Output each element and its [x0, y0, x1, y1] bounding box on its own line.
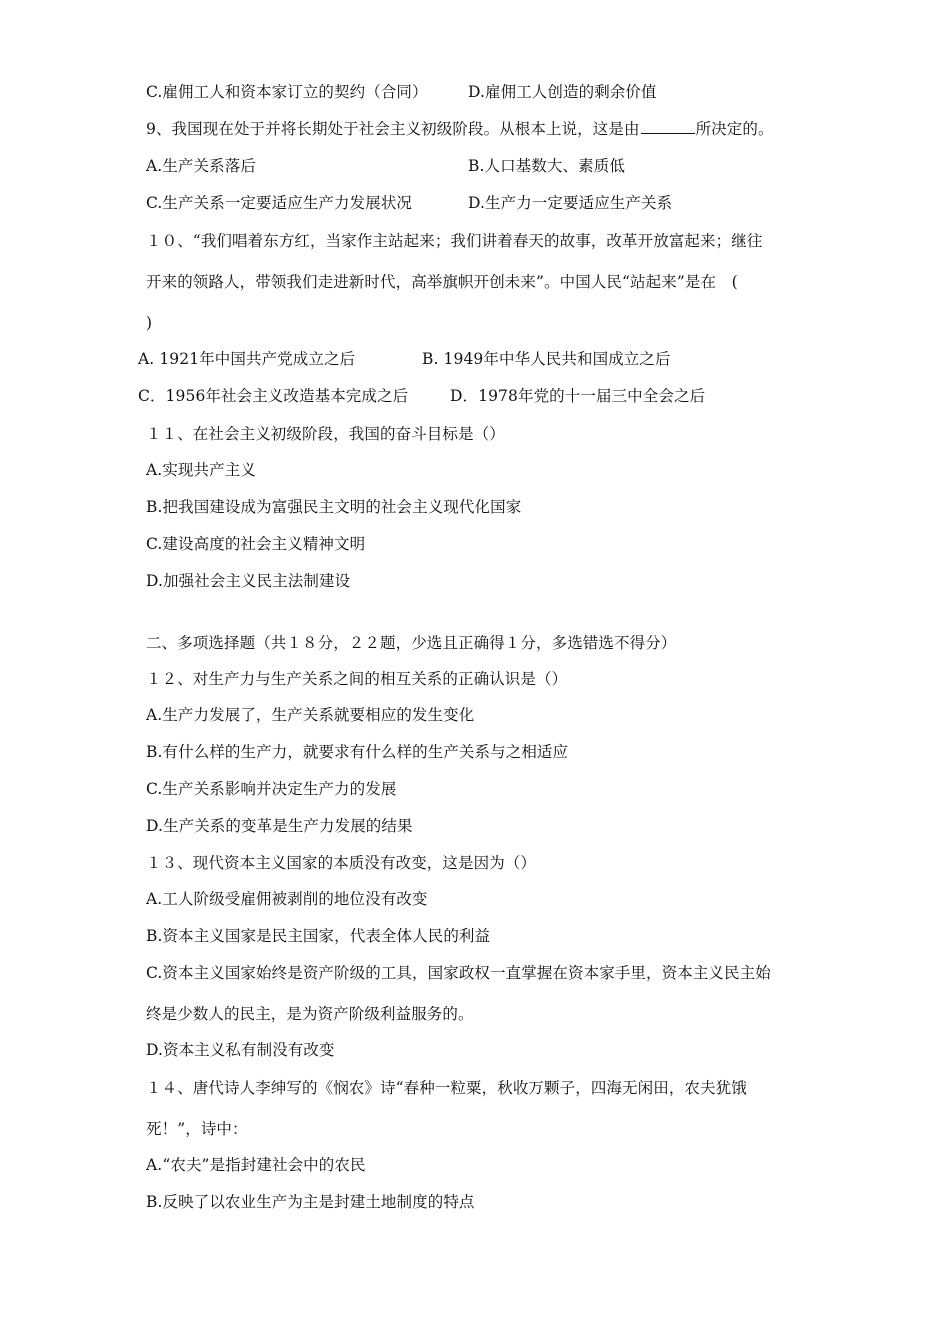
q12-option-d: D.生产关系的变革是生产力发展的结果	[146, 817, 413, 835]
q13-option-d: D.资本主义私有制没有改变	[146, 1041, 335, 1059]
q14-stem-line1: １４、唐代诗人李绅写的《悯农》诗“春种一粒粟，秋收万颗子，四海无闲田，农夫犹饿	[146, 1079, 747, 1097]
q9-options-cd	[146, 193, 846, 213]
q12-option-c: C.生产关系影响并决定生产力的发展	[146, 780, 397, 798]
q9-option-d: D.生产力一定要适应生产关系	[468, 194, 673, 212]
q9-option-b: B.人口基数大、素质低	[468, 157, 625, 175]
q13-stem: １３、现代资本主义国家的本质没有改变，这是因为（）	[146, 854, 537, 872]
q11-option-c: C.建设高度的社会主义精神文明	[146, 535, 366, 553]
q9-stem-end: 所决定的。	[695, 120, 774, 138]
q8-option-c: C.雇佣工人和资本家订立的契约（合同）	[146, 83, 428, 101]
q10-option-d: D．1978年党的十一届三中全会之后	[450, 387, 706, 405]
q9-stem-text: 9、我国现在处于并将长期处于社会主义初级阶段。从根本上说，这是由	[146, 120, 640, 138]
q8-options-cd	[146, 82, 846, 102]
q8-option-d: D.雇佣工人创造的剩余价值	[468, 83, 657, 101]
q12-option-a: A.生产力发展了，生产关系就要相应的发生变化	[146, 706, 475, 724]
q13-option-c-line2: 终是少数人的民主，是为资产阶级利益服务的。	[146, 1005, 474, 1023]
section-heading-multiple-choice: 二、多项选择题（共１８分，２２题，少选且正确得１分，多选错选不得分）	[146, 634, 677, 652]
q9-option-c: C.生产关系一定要适应生产力发展状况	[146, 194, 413, 212]
q10-stem-line2: 开来的领路人，带领我们走进新时代，高举旗帜开创未来”。中国人民“站起来”是在 (	[146, 273, 738, 291]
q10-stem-line1: １０、“我们唱着东方红，当家作主站起来；我们讲着春天的故事，改革开放富起来；继往	[146, 232, 763, 250]
q9-options-ab	[146, 156, 846, 176]
q11-option-d: D.加强社会主义民主法制建设	[146, 572, 351, 590]
q14-option-a: A.“农夫”是指封建社会中的农民	[146, 1156, 366, 1174]
q10-option-b: B. 1949年中华人民共和国成立之后	[422, 350, 671, 368]
q10-option-c: C．1956年社会主义改造基本完成之后	[138, 387, 409, 405]
q13-option-c-line1: C.资本主义国家始终是资产阶级的工具，国家政权一直掌握在资本家手里，资本主义民主始	[146, 964, 771, 982]
q11-option-b: B.把我国建设成为富强民主文明的社会主义现代化国家	[146, 498, 522, 516]
q11-option-a: A.实现共产主义	[146, 461, 256, 479]
q14-option-b: B.反映了以农业生产为主是封建土地制度的特点	[146, 1193, 475, 1211]
q9-option-a: A.生产关系落后	[146, 157, 256, 175]
q13-option-a: A.工人阶级受雇佣被剥削的地位没有改变	[146, 890, 428, 908]
q13-option-b: B.资本主义国家是民主国家，代表全体人民的利益	[146, 927, 491, 945]
q12-option-b: B.有什么样的生产力，就要求有什么样的生产关系与之相适应	[146, 743, 569, 761]
q10-options-cd	[138, 386, 838, 406]
q14-stem-line2: 死！”，诗中：	[146, 1120, 248, 1138]
q12-stem: １２、对生产力与生产关系之间的相互关系的正确认识是（）	[146, 670, 568, 688]
q10-stem-line3: )	[146, 314, 153, 332]
q9-stem	[146, 119, 774, 139]
q11-stem: １１、在社会主义初级阶段，我国的奋斗目标是（）	[146, 425, 505, 443]
q10-options-ab	[138, 349, 838, 369]
q9-answer-blank	[641, 119, 695, 134]
q10-option-a: A. 1921年中国共产党成立之后	[138, 350, 356, 368]
